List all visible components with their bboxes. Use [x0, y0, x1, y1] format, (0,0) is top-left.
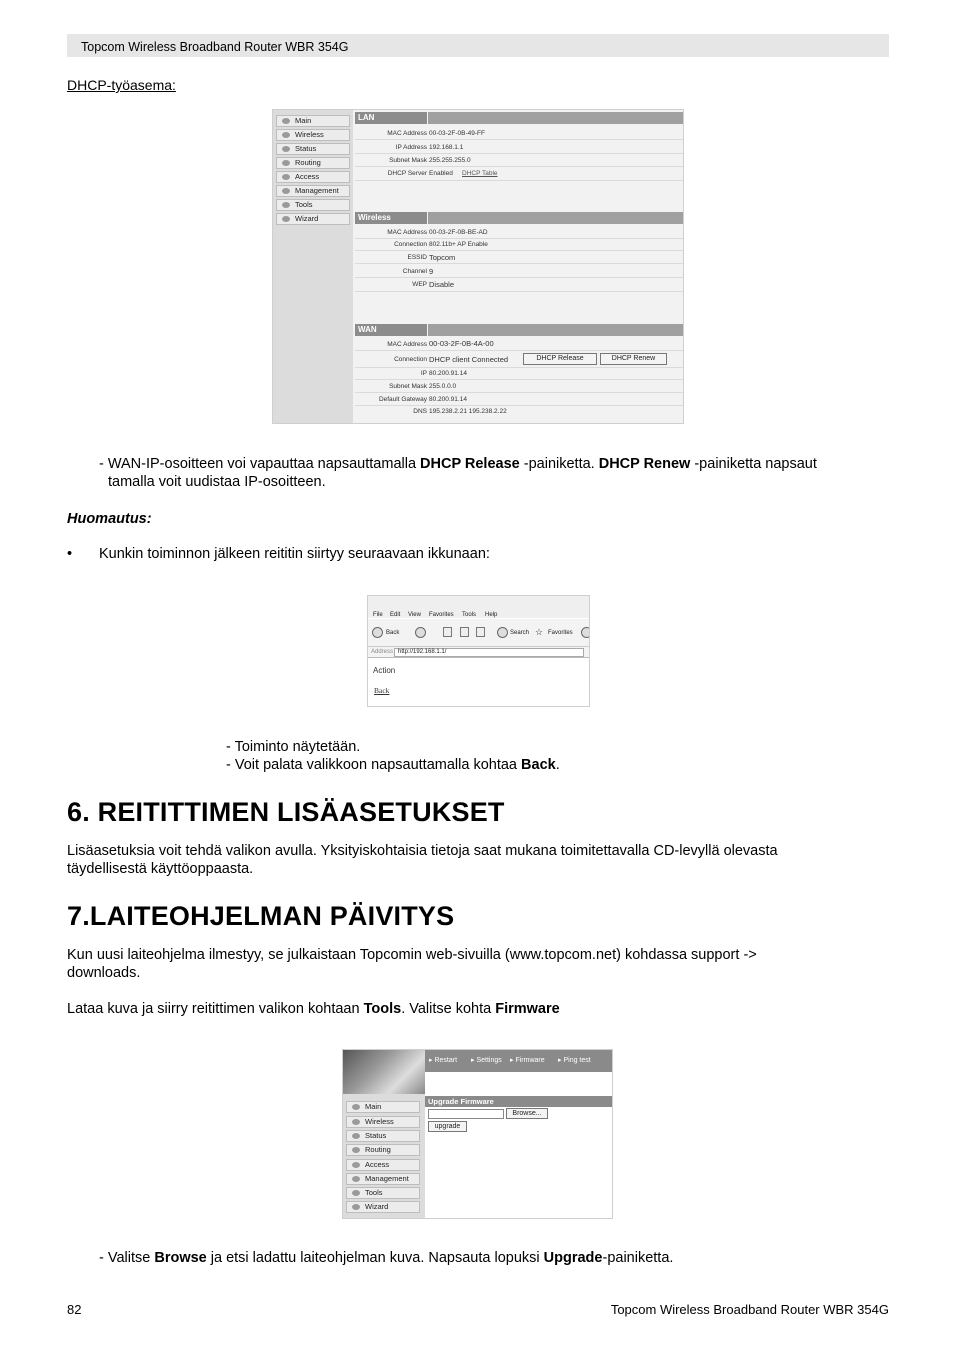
row-divider	[355, 405, 684, 406]
nav-label: Access	[295, 172, 320, 181]
nav-item-routing[interactable]	[276, 157, 350, 169]
wl-wep-label: WEP	[412, 281, 427, 288]
lan-dhcp-value: Enabled	[429, 170, 453, 177]
back-link[interactable]: Back	[374, 686, 390, 695]
nav-label: Wizard	[295, 214, 319, 223]
back-button[interactable]: Back	[386, 630, 400, 636]
wan-note-line2: tamalla voit uudistaa IP-osoitteen.	[108, 474, 326, 490]
router-status-screenshot	[272, 109, 684, 424]
row-divider	[355, 367, 684, 368]
wan-ip-value: 80.200.91.14	[429, 370, 467, 377]
row-divider	[355, 238, 684, 239]
firmware-nav	[343, 1050, 425, 1219]
lan-mac-label: MAC Address	[387, 130, 427, 137]
final-note: - Valitse Browse ja etsi ladattu laiteohjelman kuva. Napsauta lopuksi Upgrade-painiketta.	[99, 1250, 674, 1266]
row-divider	[355, 350, 684, 351]
wan-conn-value: DHCP client Connected	[429, 355, 509, 364]
section6-line1: Lisäasetuksia voit tehdä valikon avulla. Yksityiskohtaisia tietoja saat mukana toimitettavalla CD-levyllä olevasta	[67, 843, 778, 859]
wan-note: - WAN-IP-osoitteen voi vapauttaa napsauttamalla DHCP Release -painiketta. DHCP Renew -painiketta napsaut	[99, 456, 817, 472]
section7-line1: Kun uusi laiteohjelma ilmestyy, se julkaistaan Topcomin web-sivuilla (www.topcom.net) kohdassa support ->	[67, 947, 757, 963]
section7-line2: downloads.	[67, 965, 141, 981]
menu-view[interactable]: View	[408, 612, 421, 618]
nav-bullet-icon	[352, 1119, 360, 1125]
wan-section-bar	[428, 324, 684, 336]
row-divider	[355, 379, 684, 380]
browser-screenshot	[367, 595, 590, 707]
dhcp-heading: DHCP-työasema:	[67, 77, 176, 93]
nav-bullet-icon	[352, 1147, 360, 1153]
wl-conn-value: 802.11b+ AP Enable	[429, 241, 488, 248]
search-button[interactable]: Search	[510, 630, 530, 636]
wan-mask-label: Subnet Mask	[389, 383, 427, 390]
row-divider	[355, 139, 684, 140]
nav-bullet-icon	[352, 1176, 360, 1182]
nav-item-status[interactable]	[276, 143, 350, 155]
wan-dns-label: DNS	[413, 408, 427, 415]
nav-label: Routing	[295, 158, 321, 167]
wl-wep-value: Disable	[429, 280, 455, 289]
tab-ping-test[interactable]: ▸ Ping test	[558, 1057, 591, 1064]
wl-mac-value: 00-03-2F-0B-BE-AD	[429, 229, 488, 236]
lan-ip-label: IP Address	[395, 144, 427, 151]
home-icon[interactable]	[476, 627, 485, 637]
action-heading: Action	[373, 666, 396, 675]
section7-title: 7.LAITEOHJELMAN PÄIVITYS	[67, 901, 455, 931]
lan-mask-label: Subnet Mask	[389, 157, 427, 164]
nav-bullet-icon	[352, 1162, 360, 1168]
fw-nav-item-wireless[interactable]: Wireless	[346, 1116, 420, 1128]
lan-section-title: LAN	[355, 112, 427, 124]
fw-nav-item-routing[interactable]: Routing	[346, 1144, 420, 1156]
nav-bullet-icon	[352, 1133, 360, 1139]
nav-item-wizard[interactable]	[276, 213, 350, 225]
action-note-1: - Toiminto näytetään.	[226, 739, 361, 755]
section6-line2: täydellisestä käyttöoppaasta.	[67, 861, 254, 877]
nav-bullet-icon	[282, 188, 290, 194]
upgrade-button[interactable]: upgrade	[428, 1121, 467, 1132]
row-divider	[355, 291, 684, 292]
nav-label: Main	[295, 116, 312, 125]
lan-ip-value: 192.168.1.1	[429, 144, 464, 151]
nav-item-access[interactable]	[276, 171, 350, 183]
address-input[interactable]: http://192.168.1.1/	[394, 648, 584, 657]
row-divider	[355, 392, 684, 393]
wan-dns-value: 195.238.2.21 195.238.2.22	[429, 408, 507, 415]
firmware-screenshot	[342, 1049, 613, 1219]
menu-favorites[interactable]: Favorites	[429, 612, 454, 618]
wan-ip-label: IP	[420, 370, 427, 377]
search-icon[interactable]	[497, 627, 508, 638]
menu-tools[interactable]: Tools	[462, 612, 477, 618]
nav-label: Status	[295, 144, 317, 153]
favorites-button[interactable]: Favorites	[548, 630, 573, 636]
row-divider	[355, 180, 684, 181]
wl-channel-value: 9	[429, 267, 434, 276]
media-icon[interactable]	[581, 627, 590, 638]
wan-mask-value: 255.0.0.0	[429, 383, 457, 390]
bullet-icon: •	[67, 546, 73, 562]
tab-firmware[interactable]: ▸ Firmware	[510, 1057, 545, 1064]
bullet-text: Kunkin toiminnon jälkeen reititin siirtyy seuraavaan ikkunaan:	[99, 546, 490, 562]
favorites-star-icon[interactable]: ☆	[535, 627, 544, 637]
section7-instruction: Lataa kuva ja siirry reitittimen valikon kohtaan Tools. Valitse kohta Firmware	[67, 1001, 560, 1017]
router-photo	[343, 1050, 425, 1094]
refresh-icon[interactable]	[460, 627, 469, 637]
back-arrow-icon[interactable]	[372, 627, 383, 638]
forward-arrow-icon[interactable]	[415, 627, 426, 638]
menu-file[interactable]: File	[373, 612, 383, 618]
note-label: Huomautus:	[67, 511, 152, 527]
wan-mac-value: 00-03-2F-0B-4A-00	[429, 339, 494, 348]
fw-nav-item-main[interactable]: Main	[346, 1101, 420, 1113]
address-label: Address	[371, 649, 394, 655]
lan-dhcp-label: DHCP Server	[387, 170, 427, 177]
row-divider	[355, 277, 684, 278]
nav-item-main[interactable]	[276, 115, 350, 127]
wl-essid-value: Topcom	[429, 253, 456, 262]
nav-item-tools[interactable]	[276, 199, 350, 211]
router-nav	[273, 110, 353, 424]
nav-item-wireless[interactable]	[276, 129, 350, 141]
row-divider	[355, 263, 684, 264]
wl-conn-label: Connection	[394, 241, 427, 248]
lan-section-bar	[428, 112, 684, 124]
action-note-2: - Voit palata valikkoon napsauttamalla kohtaa Back.	[226, 757, 560, 773]
tab-settings[interactable]: ▸ Settings	[471, 1057, 502, 1064]
page-number: 82	[67, 1302, 82, 1317]
firmware-file-input[interactable]	[428, 1109, 504, 1119]
wireless-section-title: Wireless	[355, 212, 427, 224]
wan-section-title: WAN	[355, 324, 427, 336]
fw-nav-item-tools[interactable]: Tools	[346, 1187, 420, 1199]
browser-menu	[368, 596, 589, 618]
dhcp-release-button[interactable]: DHCP Release	[523, 353, 597, 365]
wl-essid-label: ESSID	[407, 254, 427, 261]
fw-nav-item-management[interactable]: Management	[346, 1173, 420, 1185]
header-title: Topcom Wireless Broadband Router WBR 354G	[81, 40, 349, 54]
tab-restart[interactable]: ▸ Restart	[429, 1057, 458, 1064]
row-divider	[355, 166, 684, 167]
browse-button[interactable]: Browse...	[506, 1108, 548, 1119]
menu-help[interactable]: Help	[485, 612, 498, 618]
nav-label: Management	[295, 186, 339, 195]
wl-channel-label: Channel	[402, 268, 427, 275]
nav-bullet-icon	[282, 118, 290, 124]
section6-title: 6. REITITTIMEN LISÄASETUKSET	[67, 797, 505, 827]
wan-gateway-label: Default Gateway	[378, 396, 427, 403]
fw-nav-item-status[interactable]: Status	[346, 1130, 420, 1142]
stop-icon[interactable]	[443, 627, 452, 637]
row-divider	[355, 153, 684, 154]
nav-item-management[interactable]	[276, 185, 350, 197]
wan-conn-label: Connection	[394, 356, 427, 363]
browser-toolbar	[368, 619, 589, 647]
nav-bullet-icon	[282, 216, 290, 222]
nav-bullet-icon	[282, 202, 290, 208]
upgrade-firmware-title: Upgrade Firmware	[425, 1096, 613, 1107]
lan-mask-value: 255.255.255.0	[429, 157, 471, 164]
nav-bullet-icon	[352, 1190, 360, 1196]
firmware-tab-bar	[425, 1050, 613, 1072]
lan-mac-value: 00-03-2F-0B-49-FF	[429, 130, 485, 137]
wan-gateway-value: 80.200.91.14	[429, 396, 467, 403]
fw-nav-item-wizard[interactable]: Wizard	[346, 1201, 420, 1213]
wan-mac-label: MAC Address	[387, 341, 427, 348]
address-bar	[368, 647, 589, 658]
nav-bullet-icon	[352, 1104, 360, 1110]
row-divider	[355, 250, 684, 251]
dhcp-table-link[interactable]: DHCP Table	[462, 170, 498, 177]
nav-bullet-icon	[282, 174, 290, 180]
nav-label: Tools	[295, 200, 313, 209]
nav-label: Wireless	[295, 130, 324, 139]
fw-nav-item-access[interactable]: Access	[346, 1159, 420, 1171]
nav-bullet-icon	[352, 1204, 360, 1210]
nav-bullet-icon	[282, 132, 290, 138]
wl-mac-label: MAC Address	[387, 229, 427, 236]
nav-bullet-icon	[282, 160, 290, 166]
footer-title: Topcom Wireless Broadband Router WBR 354G	[610, 1302, 889, 1317]
nav-bullet-icon	[282, 146, 290, 152]
menu-edit[interactable]: Edit	[390, 612, 401, 618]
wireless-section-bar	[428, 212, 684, 224]
dhcp-renew-button[interactable]: DHCP Renew	[600, 353, 667, 365]
